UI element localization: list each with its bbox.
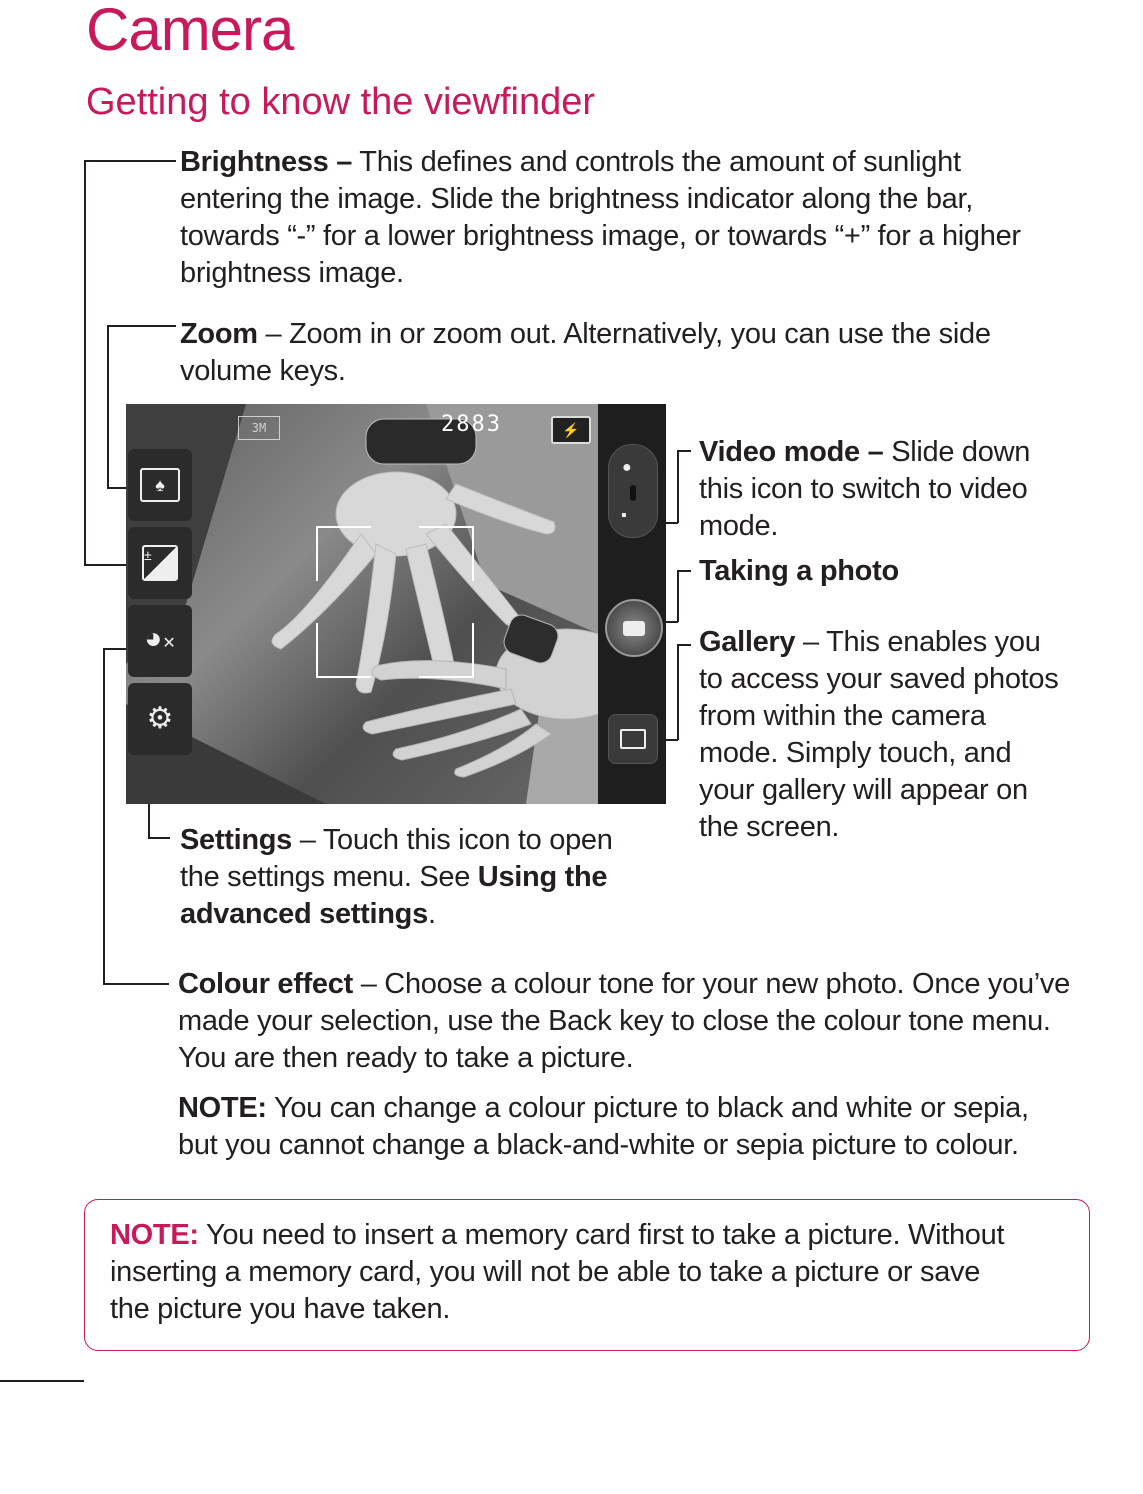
photo-mode-icon: ● <box>622 459 632 476</box>
advanced-settings-link-part2: advanced settings <box>180 898 428 930</box>
note-box-label: NOTE: <box>110 1219 199 1251</box>
page-footer-rule <box>0 1380 84 1382</box>
resolution-indicator: 3M <box>238 416 280 440</box>
colour-effect-label: Colour effect <box>178 968 353 1000</box>
photo-leader-top <box>677 570 691 572</box>
gallery-leader-top <box>677 644 691 646</box>
brightness-icon: ± <box>142 545 178 581</box>
zoom-label: Zoom <box>180 318 258 350</box>
zoom-icon: ♠ <box>140 468 180 502</box>
gallery-leader-vertical <box>677 644 679 740</box>
right-panel <box>598 404 666 804</box>
gallery-button[interactable] <box>608 714 658 764</box>
note-label: NOTE: <box>178 1092 267 1124</box>
video-leader-vertical <box>677 450 679 523</box>
taking-photo-label: Taking a photo <box>699 555 899 587</box>
brightness-leader-vertical <box>84 160 86 565</box>
shot-count: 2883 <box>441 412 502 437</box>
palette-icon: ◕✕ <box>144 621 176 655</box>
settings-description: Settings – Touch this icon to open the settings menu. See Using the advanced settings. <box>180 824 613 930</box>
page-title: Camera <box>86 0 294 63</box>
zoom-leader-vertical <box>107 325 109 488</box>
viewfinder-screenshot <box>126 404 666 804</box>
advanced-settings-link-part1: Using the <box>477 861 608 893</box>
settings-button[interactable] <box>128 683 192 755</box>
photo-leader-vertical <box>677 570 679 622</box>
shutter-button[interactable] <box>605 599 663 657</box>
focus-frame <box>316 526 474 678</box>
colour-effect-description: Colour effect – Choose a colour tone for your new photo. Once you’ve made your selection, use the Back key to close the colour tone menu. You are then ready to take a picture. <box>178 968 1070 1074</box>
video-leader-top <box>677 450 691 452</box>
colour-leader-top <box>103 648 127 650</box>
camera-icon <box>623 621 645 636</box>
gallery-label: Gallery <box>699 626 796 658</box>
video-mode-switch[interactable] <box>608 444 658 538</box>
zoom-leader-line <box>107 325 176 327</box>
gallery-icon <box>620 729 646 749</box>
brightness-leader-line <box>84 160 176 162</box>
taking-photo-description <box>699 553 1119 590</box>
memory-card-note: NOTE: You need to insert a memory card first to take a picture. Without inserting a memory card, you will not be able to take a picture or save the picture you have taken. <box>110 1219 1005 1325</box>
page-subtitle: Getting to know the viewfinder <box>86 81 596 123</box>
settings-label: Settings <box>180 824 292 856</box>
brightness-leader-end <box>84 564 132 566</box>
settings-leader-end <box>148 837 170 839</box>
zoom-button[interactable] <box>128 449 192 521</box>
brightness-label: Brightness – <box>180 146 353 178</box>
colour-leader-end <box>103 983 169 985</box>
video-mode-description: Video mode – Slide down this icon to switch to video mode. <box>699 436 1031 542</box>
colour-note: NOTE: You can change a colour picture to black and white or sepia, but you cannot change a black-and-white or sepia picture to colour. <box>178 1092 1029 1161</box>
gear-icon: ⚙ <box>146 702 174 735</box>
left-toolbar <box>126 449 194 759</box>
colour-leader-vertical <box>103 648 105 984</box>
storage-icon: ⚡ <box>551 416 591 444</box>
gallery-description: Gallery – This enables you to access your saved photos from within the camera mode. Simply touch, and your gallery will appear on the screen. <box>699 626 1059 843</box>
zoom-description: Zoom – Zoom in or zoom out. Alternatively, you can use the side volume keys. <box>180 318 991 387</box>
colour-effect-button[interactable] <box>128 605 192 677</box>
switch-track <box>630 485 636 501</box>
brightness-button[interactable] <box>128 527 192 599</box>
video-camera-icon: ▪ <box>621 507 627 524</box>
brightness-description: Brightness – This defines and controls the amount of sunlight entering the image. Slide the brightness indicator along the bar, towards “-” for a lower brightness image, or towards “+” for a higher brightness image. <box>180 146 1021 289</box>
video-mode-label: Video mode – <box>699 436 884 468</box>
